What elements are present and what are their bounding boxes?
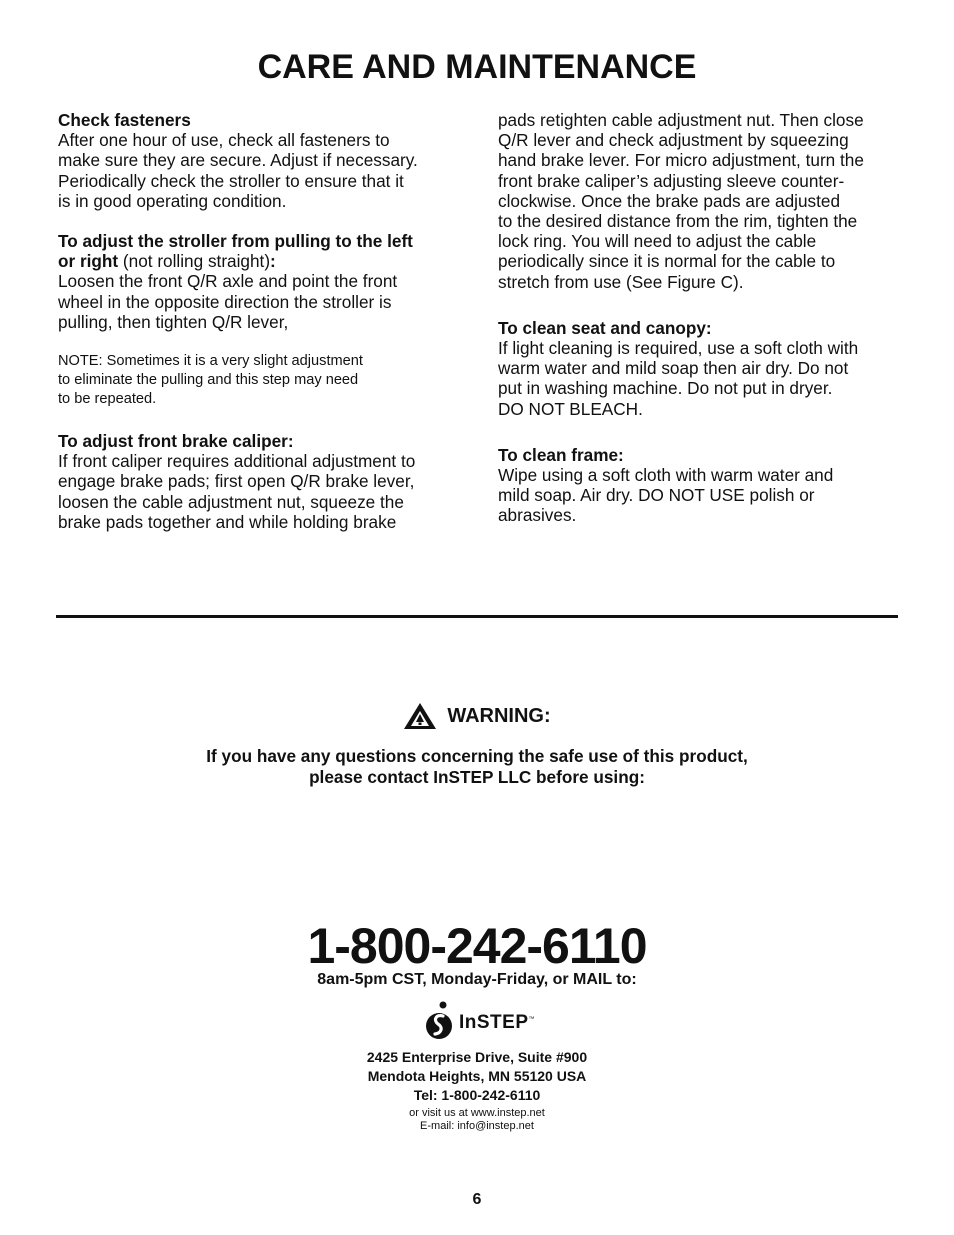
body-line: periodically since it is normal for the cable to <box>498 251 836 272</box>
heading-bold-part: or right <box>58 251 119 272</box>
contact-hours: 8am-5pm CST, Monday-Friday, or MAIL to: <box>317 971 637 988</box>
note-line: NOTE: Sometimes it is a very slight adjustment <box>58 353 363 370</box>
warning-message <box>0 746 954 788</box>
check-fasteners-heading: Check fasteners <box>58 110 191 130</box>
trademark-symbol: ™ <box>528 1016 536 1023</box>
section-divider <box>56 615 898 618</box>
website-line: or visit us at www.instep.net <box>409 1107 545 1119</box>
instep-logo <box>424 1001 554 1041</box>
body-line: to the desired distance from the rim, tighten the <box>498 211 858 232</box>
body-line: pulling, then tighten Q/R lever, <box>58 311 289 332</box>
address-line: Mendota Heights, MN 55120 USA <box>367 1068 587 1084</box>
body-line: brake pads together and while holding brake <box>58 511 397 532</box>
right-column <box>498 110 902 526</box>
page-number: 6 <box>472 1191 482 1208</box>
clean-seat-heading: To clean seat and canopy: <box>498 317 712 338</box>
body-line: Q/R lever and check adjustment by squeezing <box>498 130 849 151</box>
body-line: Wipe using a soft cloth with warm water and <box>498 465 834 486</box>
body-line: pads retighten cable adjustment nut. Then close <box>498 110 864 130</box>
body-line: abrasives. <box>498 505 577 526</box>
note-section <box>58 352 458 409</box>
mailing-address <box>0 1048 954 1105</box>
body-line: stretch from use (See Figure C). <box>498 271 744 292</box>
instep-logo-text <box>459 1012 535 1034</box>
body-line: loosen the cable adjustment nut, squeeze the <box>58 491 404 512</box>
body-line: put in washing machine. Do not put in dryer. <box>498 378 833 399</box>
warning-triangle-icon <box>403 702 437 730</box>
warning-line: please contact InSTEP LLC before using: <box>309 767 645 787</box>
body-line: is in good operating condition. <box>58 190 287 211</box>
body-line: warm water and mild soap then air dry. Do not <box>498 358 849 379</box>
note-line: to eliminate the pulling and this step may need <box>58 372 359 389</box>
warning-header <box>0 702 954 730</box>
body-line: hand brake lever. For micro adjustment, turn the <box>498 150 864 171</box>
adjust-pulling-heading: To adjust the stroller from pulling to the left <box>58 231 413 252</box>
clean-seat-section <box>498 318 902 419</box>
body-line: engage brake pads; first open Q/R brake lever, <box>58 471 415 492</box>
clean-frame-section <box>498 445 902 526</box>
body-line: front brake caliper’s adjusting sleeve counter- <box>498 170 845 191</box>
adjust-pulling-heading-cont <box>58 251 458 271</box>
web-contact <box>0 1107 954 1133</box>
instep-logo-icon <box>424 1001 454 1041</box>
brake-caliper-section <box>58 431 458 532</box>
warning-label: WARNING: <box>447 704 551 727</box>
heading-colon: : <box>270 251 276 272</box>
body-line: If light cleaning is required, use a soft cloth with <box>498 338 859 359</box>
heading-normal-part: (not rolling straight) <box>118 251 271 272</box>
brake-continued-section <box>498 110 902 292</box>
note-line: to be repeated. <box>58 391 157 408</box>
clean-frame-heading: To clean frame: <box>498 444 624 465</box>
logo-wordmark: InSTEP <box>459 1012 529 1033</box>
adjust-pulling-section <box>58 231 458 332</box>
body-line: Loosen the front Q/R axle and point the front <box>58 271 398 292</box>
body-line: mild soap. Air dry. DO NOT USE polish or <box>498 485 815 506</box>
address-line: 2425 Enterprise Drive, Suite #900 <box>366 1049 588 1065</box>
body-line: lock ring. You will need to adjust the cable <box>498 231 817 252</box>
body-line: DO NOT BLEACH. <box>498 398 643 419</box>
body-line: Periodically check the stroller to ensure that it <box>58 170 404 191</box>
page-title: CARE AND MAINTENANCE <box>257 48 697 86</box>
phone-number: 1-800-242-6110 <box>307 918 647 974</box>
body-line: clockwise. Once the brake pads are adjusted <box>498 190 841 211</box>
brake-caliper-heading: To adjust front brake caliper: <box>58 431 294 452</box>
warning-line: If you have any questions concerning the safe use of this product, <box>206 746 748 766</box>
body-line: After one hour of use, check all fasteners to <box>58 130 390 151</box>
email-line: E-mail: info@instep.net <box>420 1120 534 1132</box>
address-line: Tel: 1-800-242-6110 <box>413 1087 541 1103</box>
left-column <box>58 110 458 532</box>
body-line: make sure they are secure. Adjust if necessary. <box>58 150 418 171</box>
check-fasteners-section <box>58 110 458 211</box>
body-line: wheel in the opposite direction the stroller is <box>58 291 392 312</box>
body-line: If front caliper requires additional adjustment to <box>58 451 416 472</box>
